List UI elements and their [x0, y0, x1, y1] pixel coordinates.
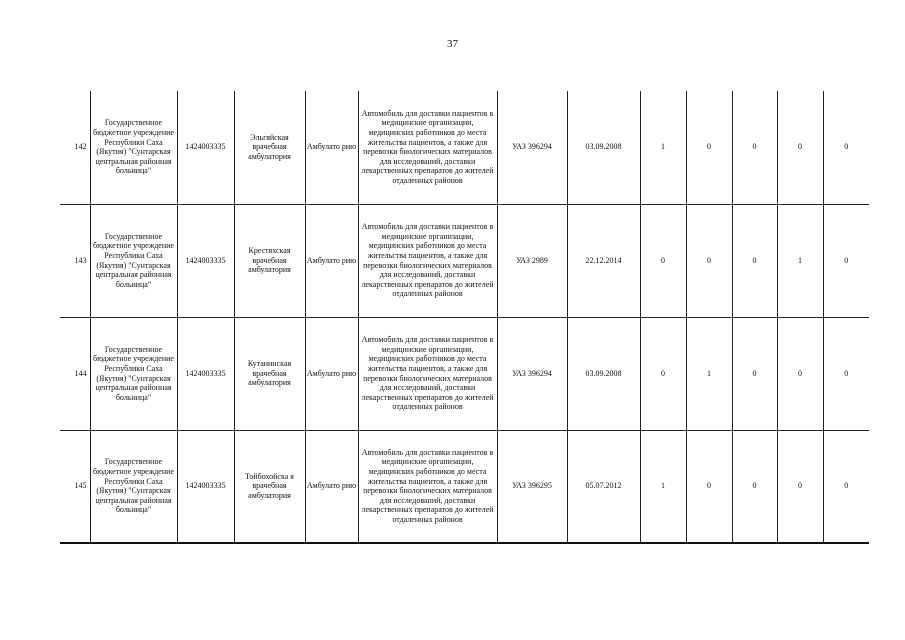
model-cell: УАЗ 396295: [497, 430, 567, 543]
row-index: 142: [60, 91, 90, 204]
type-cell: Амбулато рию: [305, 317, 358, 430]
facility-cell: Тойбохойска я врачебная амбулатория: [234, 430, 305, 543]
vehicle-register-table: [60, 91, 869, 544]
facility-cell: Крестяхская врачебная амбулатория: [234, 204, 305, 317]
table-row: [60, 204, 869, 317]
count-cell-1: 1: [640, 91, 686, 204]
count-cell-3: 0: [732, 430, 777, 543]
model-cell: УАЗ 396294: [497, 91, 567, 204]
date-cell: 05.07.2012: [567, 430, 640, 543]
date-cell: 03.09.2008: [567, 91, 640, 204]
page-number: 37: [447, 38, 458, 50]
organization-cell: Государственное бюджетное учреждение Республики Саха (Якутия) "Сунтарская центральная районная больница": [90, 91, 177, 204]
count-cell-3: 0: [732, 91, 777, 204]
count-cell-4: 1: [777, 204, 823, 317]
count-cell-5: 0: [823, 317, 869, 430]
organization-cell: Государственное бюджетное учреждение Республики Саха (Якутия) "Сунтарская центральная районная больница": [90, 317, 177, 430]
inn-cell: 1424003335: [177, 204, 234, 317]
count-cell-3: 0: [732, 204, 777, 317]
type-cell: Амбулато рию: [305, 204, 358, 317]
inn-cell: 1424003335: [177, 430, 234, 543]
count-cell-4: 0: [777, 91, 823, 204]
inn-cell: 1424003335: [177, 317, 234, 430]
type-cell: Амбулато рию: [305, 430, 358, 543]
count-cell-3: 0: [732, 317, 777, 430]
facility-cell: Эльгяйская врачебная амбулатория: [234, 91, 305, 204]
table-row: [60, 317, 869, 430]
row-index: 144: [60, 317, 90, 430]
count-cell-2: 0: [686, 430, 732, 543]
inn-cell: 1424003335: [177, 91, 234, 204]
count-cell-5: 0: [823, 91, 869, 204]
count-cell-5: 0: [823, 430, 869, 543]
count-cell-4: 0: [777, 317, 823, 430]
purpose-cell: Автомобиль для доставки пациентов в медицинские организации, медицинских работников до места жительства пациентов, а также для перевозки биологических материалов для исследований, доставки лекарственных препаратов до жителей отдаленных районов: [358, 91, 497, 204]
count-cell-2: 1: [686, 317, 732, 430]
date-cell: 22.12.2014: [567, 204, 640, 317]
row-index: 145: [60, 430, 90, 543]
count-cell-2: 0: [686, 204, 732, 317]
table-row: [60, 430, 869, 543]
row-index: 143: [60, 204, 90, 317]
table-row: [60, 91, 869, 204]
count-cell-1: 0: [640, 317, 686, 430]
organization-cell: Государственное бюджетное учреждение Республики Саха (Якутия) "Сунтарская центральная районная больница": [90, 204, 177, 317]
facility-cell: Кутанинская врачебная амбулатория: [234, 317, 305, 430]
purpose-cell: Автомобиль для доставки пациентов в медицинские организации, медицинских работников до места жительства пациентов, а также для перевозки биологических материалов для исследований, доставки лекарственных препаратов до жителей отдаленных районов: [358, 430, 497, 543]
count-cell-4: 0: [777, 430, 823, 543]
count-cell-1: 1: [640, 430, 686, 543]
count-cell-2: 0: [686, 91, 732, 204]
purpose-cell: Автомобиль для доставки пациентов в медицинские организации, медицинских работников до места жительства пациентов, а также для перевозки биологических материалов для исследований, доставки лекарственных препаратов до жителей отдаленных районов: [358, 204, 497, 317]
organization-cell: Государственное бюджетное учреждение Республики Саха (Якутия) "Сунтарская центральная районная больница": [90, 430, 177, 543]
purpose-cell: Автомобиль для доставки пациентов в медицинские организации, медицинских работников до места жительства пациентов, а также для перевозки биологических материалов для исследований, доставки лекарственных препаратов до жителей отдаленных районов: [358, 317, 497, 430]
model-cell: УАЗ 2989: [497, 204, 567, 317]
count-cell-1: 0: [640, 204, 686, 317]
model-cell: УАЗ 396294: [497, 317, 567, 430]
type-cell: Амбулато рию: [305, 91, 358, 204]
date-cell: 03.09.2008: [567, 317, 640, 430]
count-cell-5: 0: [823, 204, 869, 317]
